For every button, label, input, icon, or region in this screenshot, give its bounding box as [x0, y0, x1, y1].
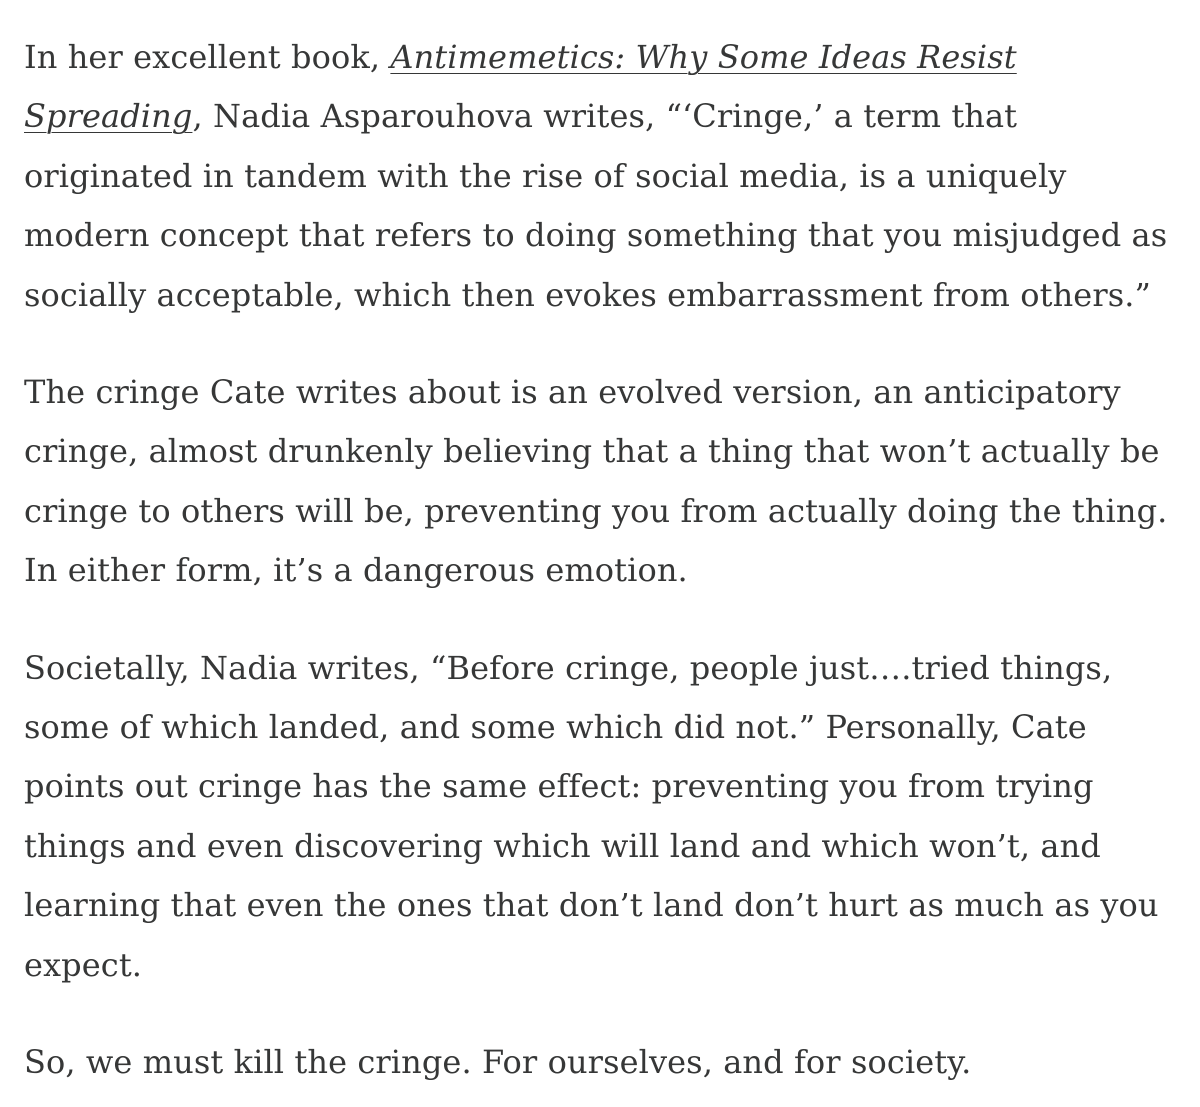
paragraph-anticipatory-cringe: The cringe Cate writes about is an evolved version, an anticipatory cringe, almost drunkenly believing that a thing that won’t actually be cringe to others will be, preventing you from actually doing the thing. In either form, it’s a dangerous emotion. — [24, 373, 1168, 590]
paragraph-conclusion: So, we must kill the cringe. For ourselves, and for society. — [24, 1043, 972, 1082]
paragraph-societal-effect: Societally, Nadia writes, “Before cringe, people just….tried things, some of which landed, and some which did not.” Personally, Cate points out cringe has the same effect: preventing you from trying things and even discovering which will land and which won’t, and learning that even the ones that don’t land don’t hurt as much as you expect. — [24, 648, 1159, 984]
paragraph-intro-text: In her excellent book, — [24, 38, 391, 76]
paragraph-book-quote — [24, 28, 1184, 325]
article-body — [24, 28, 1184, 1093]
book-title-link[interactable]: Antimemetics: Why Some Ideas Resist Spreading — [24, 38, 1017, 136]
paragraph-quote-text: , Nadia Asparouhova writes, “‘Cringe,’ a term that originated in tandem with the rise of social media, is a uniquely modern concept that refers to doing something that you misjudged as socially acceptable, which then evokes embarrassment from others.” — [24, 97, 1168, 314]
